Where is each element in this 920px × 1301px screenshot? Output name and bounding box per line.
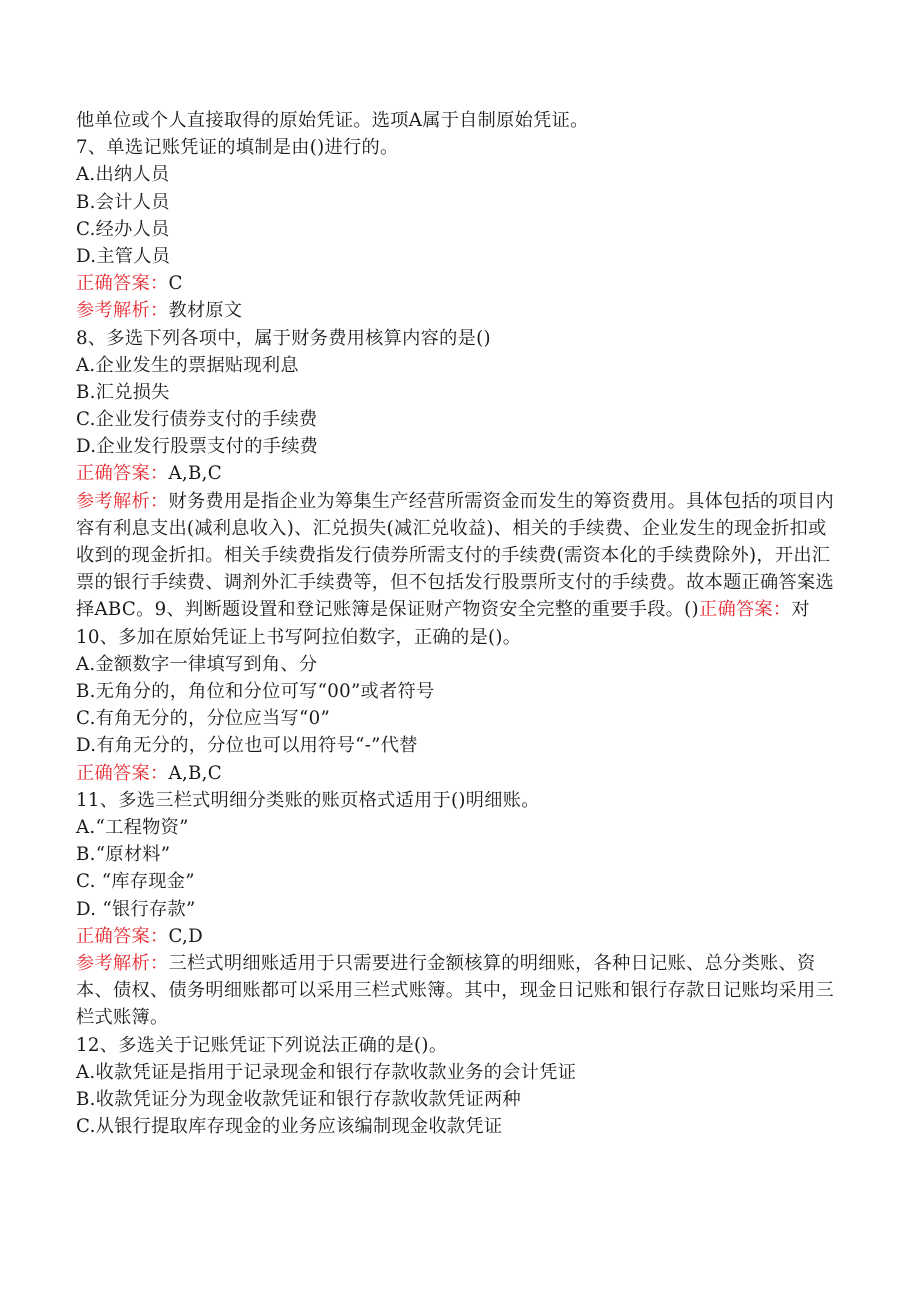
answer-label: 正确答案： — [76, 273, 169, 295]
analysis-label: 参考解析： — [76, 300, 169, 322]
question-7-stem: 7、单选记账凭证的填制是由()进行的。 — [76, 137, 399, 159]
question-8-option-d: D.企业发行股票支付的手续费 — [76, 436, 319, 458]
question-12-option-a: A.收款凭证是指用于记录现金和银行存款收款业务的会计凭证 — [76, 1061, 577, 1083]
question-11-option-d: D. “银行存款” — [76, 898, 196, 920]
question-9-stem: 9、判断题设置和登记账簿是保证财产物资安全完整的重要手段。() — [154, 599, 699, 621]
question-10-option-d: D.有角无分的，分位也可以用符号“-”代替 — [76, 735, 418, 757]
question-11-option-c: C. “库存现金” — [76, 871, 195, 893]
answer-label: 正确答案： — [698, 599, 792, 621]
question-8-analysis-and-question-9 — [76, 488, 836, 624]
analysis-text: 三栏式明细账适用于只需要进行金额核算的明细账，各种日记账、总分类账、资本、债权、债务明细账都可以采用三栏式账簿。其中，现金日记账和银行存款日记账均采用三栏式账簿。 — [76, 952, 834, 1029]
answer-label: 正确答案： — [76, 762, 169, 784]
question-10-answer — [76, 760, 836, 787]
question-12-option-c: C.从银行提取库存现金的业务应该编制现金收款凭证 — [76, 1116, 503, 1138]
question-10-option-a: A.金额数字一律填写到角、分 — [76, 653, 318, 675]
document-body — [76, 107, 836, 1140]
analysis-label: 参考解析： — [76, 952, 169, 974]
question-7-answer — [76, 270, 836, 297]
question-8-option-c: C.企业发行债券支付的手续费 — [76, 409, 318, 431]
question-11-answer — [76, 923, 836, 950]
question-7-option-a: A.出纳人员 — [76, 164, 170, 186]
question-11-option-b: B.“原材料” — [76, 844, 171, 866]
question-11-analysis — [76, 950, 836, 1032]
analysis-text: 财务费用是指企业为筹集生产经营所需资金而发生的筹资费用。具体包括的项目内容有利息支出(减利息收入)、汇兑损失(减汇兑收益)、相关的手续费、企业发生的现金折扣或收到的现金折扣。相关手续费指发行债券所需支付的手续费(需资本化的手续费除外)，开出汇票的银行手续费、调剂外汇手续费等，但不包括发行股票所支付的手续费。故本题正确答案选择ABC。 — [76, 490, 835, 621]
question-11-stem: 11、多选三栏式明细分类账的账页格式适用于()明细账。 — [76, 789, 540, 811]
question-7-option-b: B.会计人员 — [76, 191, 170, 213]
intro-text: 他单位或个人直接取得的原始凭证。选项A属于自制原始凭证。 — [76, 110, 589, 131]
answer-value: C,D — [168, 925, 203, 947]
question-10-stem: 10、多加在原始凭证上书写阿拉伯数字，正确的是()。 — [76, 626, 522, 648]
answer-label: 正确答案： — [76, 463, 169, 485]
question-12-stem: 12、多选关于记账凭证下列说法正确的是()。 — [76, 1034, 448, 1056]
question-11-option-a: A.“工程物资” — [76, 816, 189, 838]
question-7-analysis — [76, 297, 836, 324]
question-8-answer — [76, 460, 836, 487]
question-10-option-b: B.无角分的，角位和分位可写“00”或者符号 — [76, 681, 435, 703]
analysis-text: 教材原文 — [168, 300, 243, 322]
question-8-stem: 8、多选下列各项中，属于财务费用核算内容的是() — [76, 327, 491, 349]
question-7-option-d: D.主管人员 — [76, 245, 171, 267]
question-8-option-a: A.企业发生的票据贴现利息 — [76, 354, 299, 376]
question-10-option-c: C.有角无分的，分位应当写“0” — [76, 708, 331, 730]
answer-value: A,B,C — [168, 762, 222, 784]
question-9-answer-value: 对 — [791, 599, 810, 621]
question-8-option-b: B.汇兑损失 — [76, 381, 170, 403]
question-7-option-c: C.经办人员 — [76, 218, 170, 240]
question-12-option-b: B.收款凭证分为现金收款凭证和银行存款收款凭证两种 — [76, 1088, 521, 1110]
answer-label: 正确答案： — [76, 925, 169, 947]
answer-value: A,B,C — [168, 463, 222, 485]
analysis-label: 参考解析： — [76, 490, 169, 512]
answer-value: C — [168, 273, 183, 295]
